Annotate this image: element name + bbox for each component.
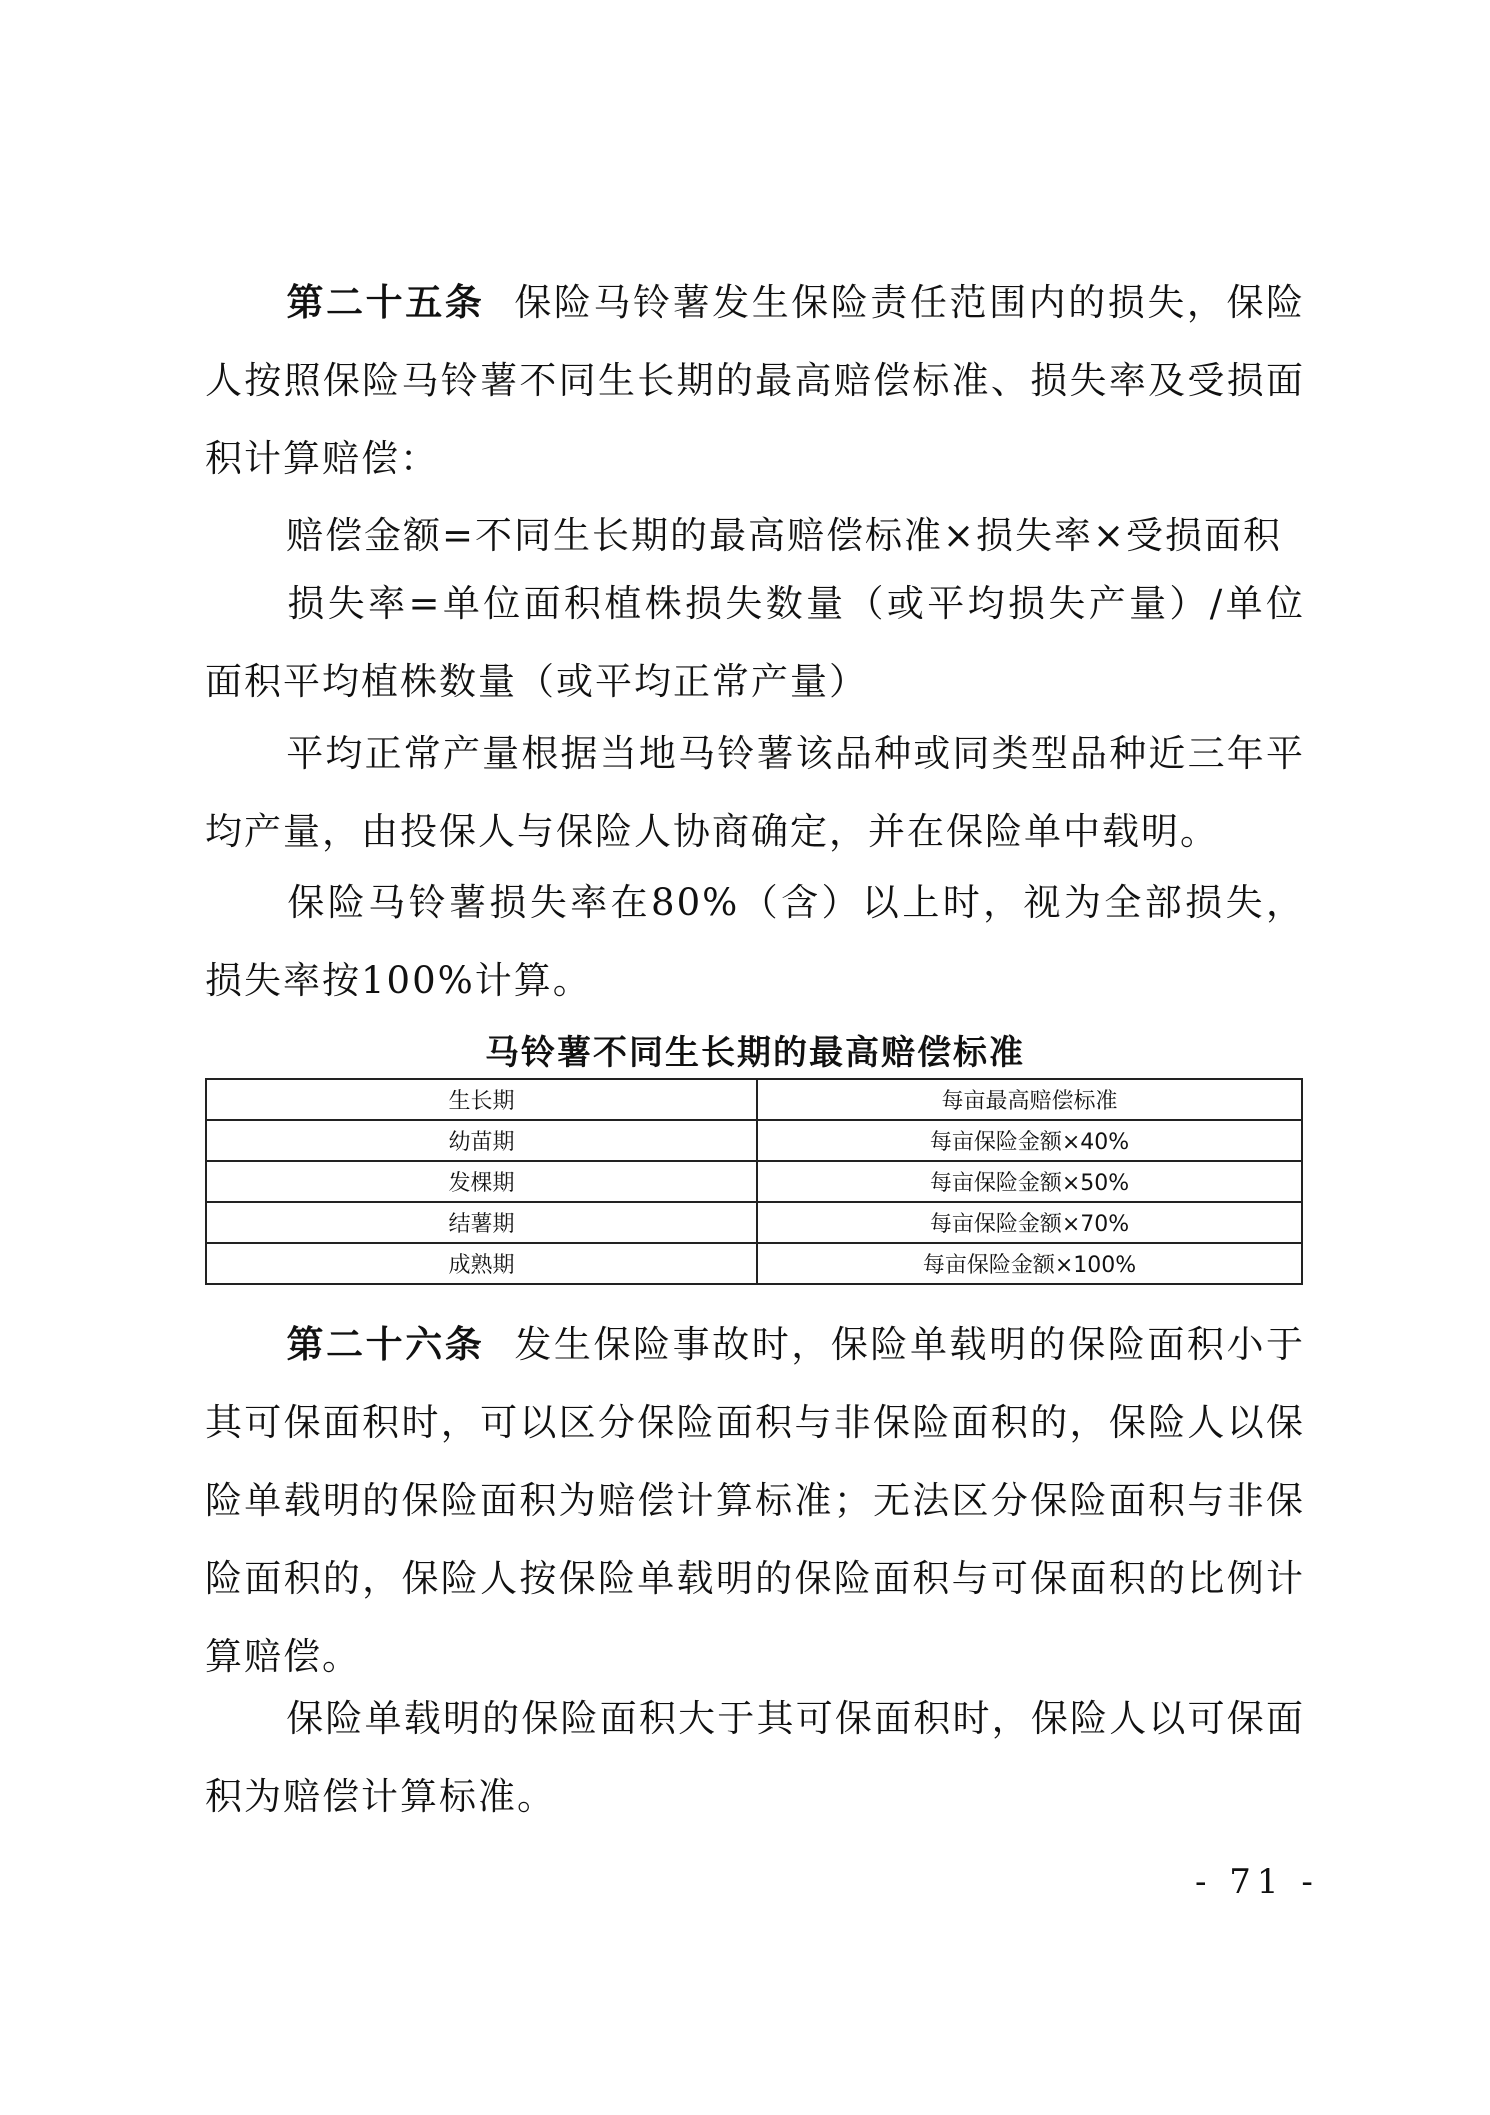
normal-yield-paragraph: 平均正常产量根据当地马铃薯该品种或同类型品种近三年平均产量，由投保人与保险人协商确定，并在保险单中载明。 (205, 732, 1305, 853)
standard-cell: 每亩保险金额×100% (757, 1243, 1302, 1284)
article-25-paragraph (205, 263, 1305, 498)
article-26-text: 发生保险事故时，保险单载明的保险面积小于其可保面积时，可以区分保险面积与非保险面积的，保险人以保险单载明的保险面积为赔偿计算标准；无法区分保险面积与非保险面积的，保险人按保险单载明的保险面积与可保面积的比例计算赔偿。 (205, 1323, 1306, 1678)
compensation-standard-table (205, 1078, 1303, 1285)
article-26-second-paragraph: 保险单载明的保险面积大于其可保面积时，保险人以可保面积为赔偿计算标准。 (205, 1697, 1305, 1818)
standard-cell: 每亩保险金额×40% (757, 1120, 1302, 1161)
loss-rate-formula: 损失率=单位面积植株损失数量（或平均损失产量）/单位面积平均植株数量（或平均正常产量） (205, 582, 1305, 703)
table-header-row (206, 1079, 1302, 1120)
table-row (206, 1243, 1302, 1284)
article-25-heading: 第二十五条 (286, 280, 485, 324)
article-26-paragraph (205, 1305, 1305, 1696)
column-header-growth-stage: 生长期 (206, 1079, 757, 1120)
column-header-standard: 每亩最高赔偿标准 (757, 1079, 1302, 1120)
standard-cell: 每亩保险金额×50% (757, 1161, 1302, 1202)
growth-stage-cell: 结薯期 (206, 1202, 757, 1243)
table-row (206, 1161, 1302, 1202)
total-loss-paragraph: 保险马铃薯损失率在80%（含）以上时，视为全部损失，损失率按100%计算。 (205, 881, 1305, 1002)
table-title: 马铃薯不同生长期的最高赔偿标准 (485, 1033, 1025, 1073)
table-row (206, 1120, 1302, 1161)
standard-cell: 每亩保险金额×70% (757, 1202, 1302, 1243)
growth-stage-cell: 幼苗期 (206, 1120, 757, 1161)
article-25-text: 保险马铃薯发生保险责任范围内的损失，保险人按照保险马铃薯不同生长期的最高赔偿标准、损失率及受损面积计算赔偿： (205, 281, 1306, 480)
growth-stage-cell: 成熟期 (206, 1243, 757, 1284)
compensation-formula: 赔偿金额=不同生长期的最高赔偿标准×损失率×受损面积 (286, 514, 1283, 557)
growth-stage-cell: 发棵期 (206, 1161, 757, 1202)
article-26-heading: 第二十六条 (286, 1322, 485, 1366)
page-number: - 71 - (1195, 1862, 1319, 1902)
table-row (206, 1202, 1302, 1243)
